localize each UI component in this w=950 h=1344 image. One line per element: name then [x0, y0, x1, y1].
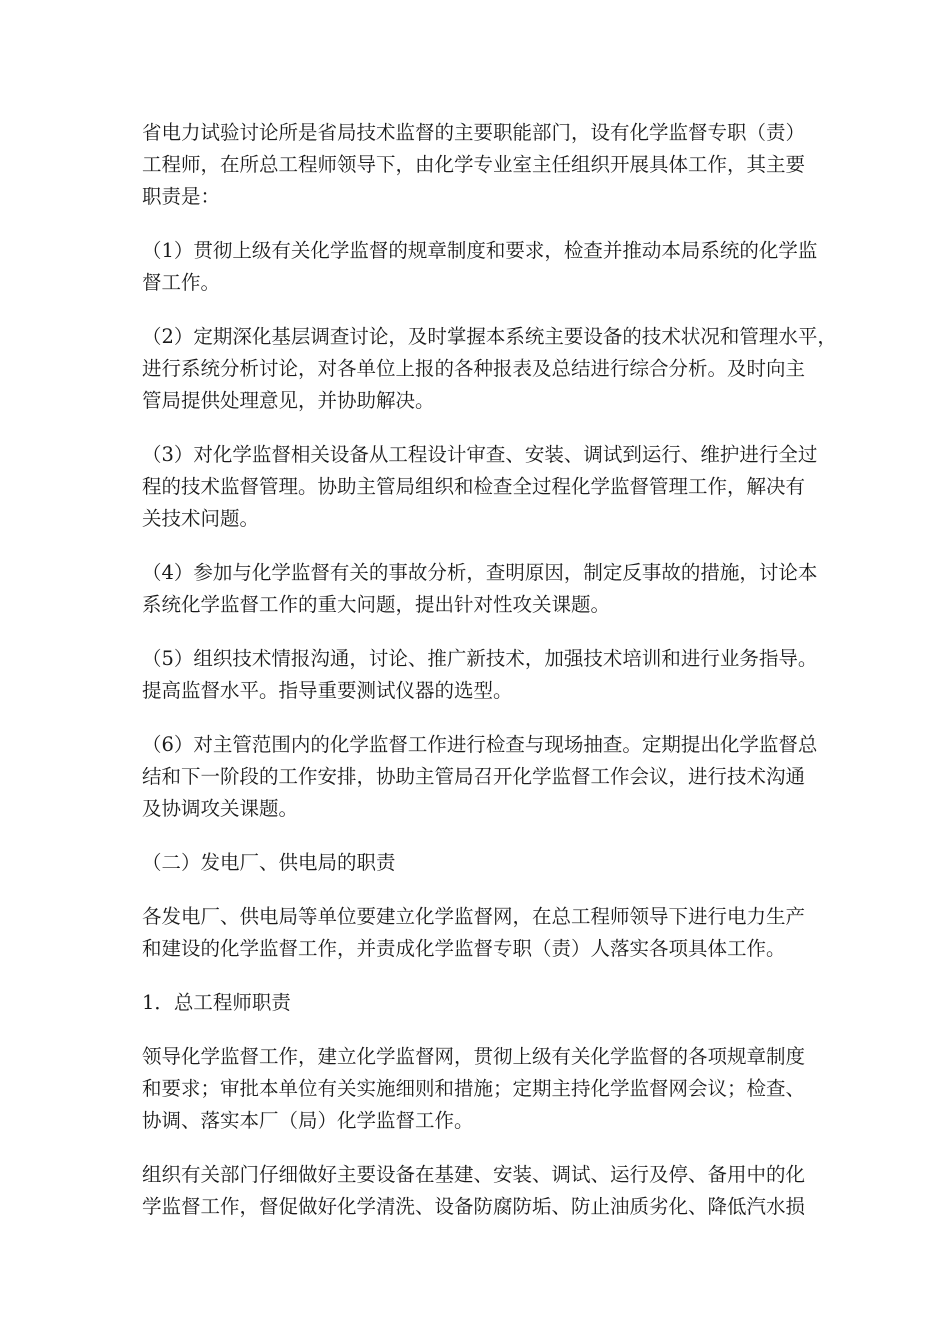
paragraph-item-1: [142, 235, 818, 299]
paragraph-item-2: [142, 321, 837, 417]
section-heading: [142, 847, 808, 879]
text-line: 职责是：: [142, 185, 221, 208]
text-line: 提高监督水平。指导重要测试仪器的选型。: [142, 679, 513, 702]
text-line: 程的技术监督管理。协助主管局组织和检查全过程化学监督管理工作，解决有: [142, 475, 806, 498]
document-body: [142, 117, 837, 1245]
text-line: 组织有关部门仔细做好主要设备在基建、安装、调试、运行及停、备用中的化: [142, 1163, 806, 1186]
text-line: 协调、落实本厂（局）化学监督工作。: [142, 1109, 474, 1132]
text-line: 省电力试验讨论所是省局技术监督的主要职能部门，设有化学监督专职（责）: [142, 121, 806, 144]
text-line: 及协调攻关课题。: [142, 797, 299, 820]
paragraph-item-4: [142, 557, 818, 621]
paragraph-item-3: [142, 439, 818, 535]
paragraph-plant-duties: [142, 901, 808, 965]
heading-line: 1．总工程师职责: [142, 991, 291, 1014]
text-line: 学监督工作，督促做好化学清洗、设备防腐防垢、防止油质劣化、降低汽水损: [142, 1195, 806, 1218]
subsection-heading: [142, 987, 808, 1019]
paragraph-chief-engineer-2: [142, 1159, 808, 1223]
text-line: 系统化学监督工作的重大问题，提出针对性攻关课题。: [142, 593, 611, 616]
paragraph-intro: [142, 117, 808, 213]
text-line: 各发电厂、供电局等单位要建立化学监督网，在总工程师领导下进行电力生产: [142, 905, 806, 928]
heading-line: （二）发电厂、供电局的职责: [142, 851, 396, 874]
text-line: 督工作。: [142, 271, 221, 294]
text-line: 和建设的化学监督工作，并责成化学监督专职（责）人落实各项具体工作。: [142, 937, 786, 960]
text-line: 和要求；审批本单位有关实施细则和措施；定期主持化学监督网会议；检查、: [142, 1077, 806, 1100]
text-line: 关技术问题。: [142, 507, 260, 530]
text-line: （2）定期深化基层调查讨论，及时掌握本系统主要设备的技术状况和管理水平，: [142, 325, 837, 348]
text-line: 结和下一阶段的工作安排，协助主管局召开化学监督工作会议，进行技术沟通: [142, 765, 806, 788]
text-line: 领导化学监督工作，建立化学监督网，贯彻上级有关化学监督的各项规章制度: [142, 1045, 806, 1068]
text-line: （4）参加与化学监督有关的事故分析，查明原因，制定反事故的措施，讨论本: [142, 561, 818, 584]
paragraph-chief-engineer-1: [142, 1041, 808, 1137]
text-line: 进行系统分析讨论，对各单位上报的各种报表及总结进行综合分析。及时向主: [142, 357, 806, 380]
text-line: 工程师，在所总工程师领导下，由化学专业室主任组织开展具体工作，其主要: [142, 153, 806, 176]
text-line: （5）组织技术情报沟通，讨论、推广新技术，加强技术培训和进行业务指导。: [142, 647, 818, 670]
text-line: 管局提供处理意见，并协助解决。: [142, 389, 435, 412]
paragraph-item-6: [142, 729, 818, 825]
text-line: （3）对化学监督相关设备从工程设计审查、安装、调试到运行、维护进行全过: [142, 443, 818, 466]
text-line: （6）对主管范围内的化学监督工作进行检查与现场抽查。定期提出化学监督总: [142, 733, 818, 756]
paragraph-item-5: [142, 643, 818, 707]
text-line: （1）贯彻上级有关化学监督的规章制度和要求，检查并推动本局系统的化学监: [142, 239, 818, 262]
